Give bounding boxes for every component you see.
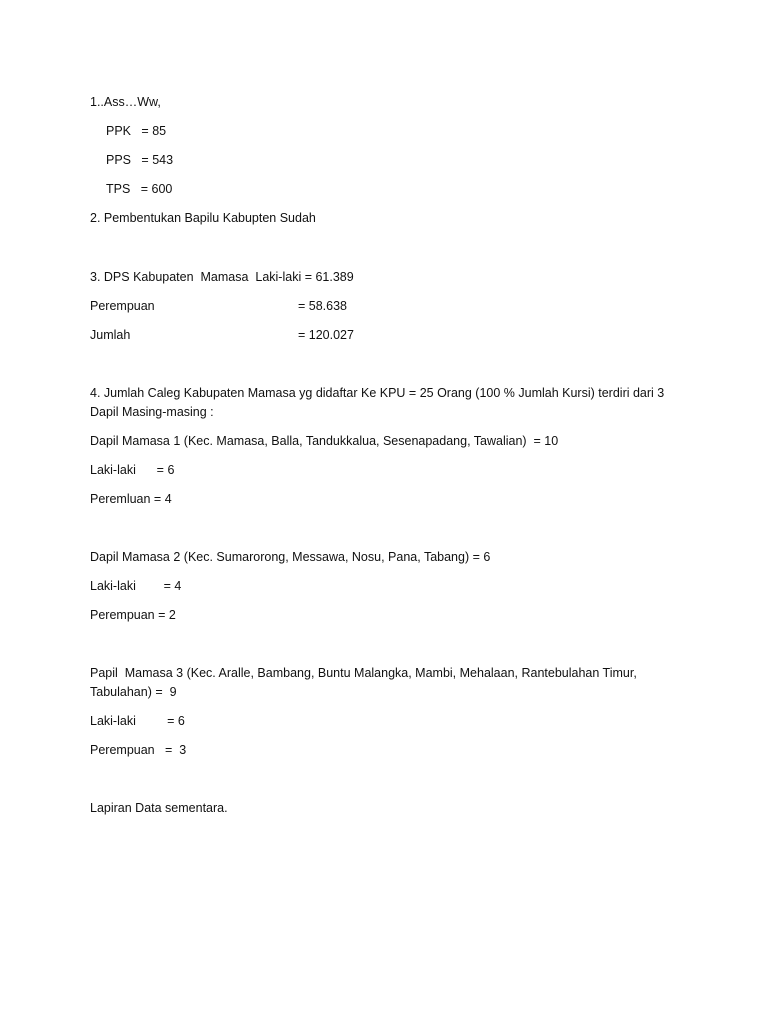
dapil1-male: Laki-laki = 6 — [90, 463, 175, 477]
dps-total-value: = 120.027 — [298, 328, 354, 342]
ppk-line: PPK = 85 — [106, 124, 167, 138]
dapil2-female: Perempuan = 2 — [90, 608, 176, 622]
dps-female-value: = 58.638 — [298, 299, 348, 313]
dapil3-title-line-1: Papil Mamasa 3 (Kec. Aralle, Bambang, Buntu Malangka, Mambi, Mehalaan, Rantebulahan Timur, — [90, 666, 637, 680]
dapil3-male: Laki-laki = 6 — [90, 714, 185, 728]
greeting-line: 1..Ass…Ww, — [90, 95, 161, 109]
dps-female-label: Perempuan — [90, 299, 155, 313]
dapil3-title-line-2: Tabulahan) = 9 — [90, 685, 177, 699]
dps-title-line: 3. DPS Kabupaten Mamasa Laki-laki = 61.389 — [90, 270, 354, 284]
dps-total-label: Jumlah — [90, 328, 131, 342]
dapil2-title: Dapil Mamasa 2 (Kec. Sumarorong, Messawa, Nosu, Pana, Tabang) = 6 — [90, 550, 491, 564]
closing-line: Lapiran Data sementara. — [90, 801, 228, 815]
bapilu-line: 2. Pembentukan Bapilu Kabupten Sudah — [90, 211, 316, 225]
tps-line: TPS = 600 — [106, 182, 173, 196]
caleg-intro-line-2: Dapil Masing-masing : — [90, 405, 214, 419]
dapil2-male: Laki-laki = 4 — [90, 579, 182, 593]
dapil1-female: Peremluan = 4 — [90, 492, 172, 506]
dapil1-title: Dapil Mamasa 1 (Kec. Mamasa, Balla, Tandukkalua, Sesenapadang, Tawalian) = 10 — [90, 434, 559, 448]
caleg-intro-line-1: 4. Jumlah Caleg Kabupaten Mamasa yg didaftar Ke KPU = 25 Orang (100 % Jumlah Kursi) terdiri dari 3 — [90, 386, 665, 400]
pps-line: PPS = 543 — [106, 153, 174, 167]
dapil3-female: Perempuan = 3 — [90, 743, 187, 757]
